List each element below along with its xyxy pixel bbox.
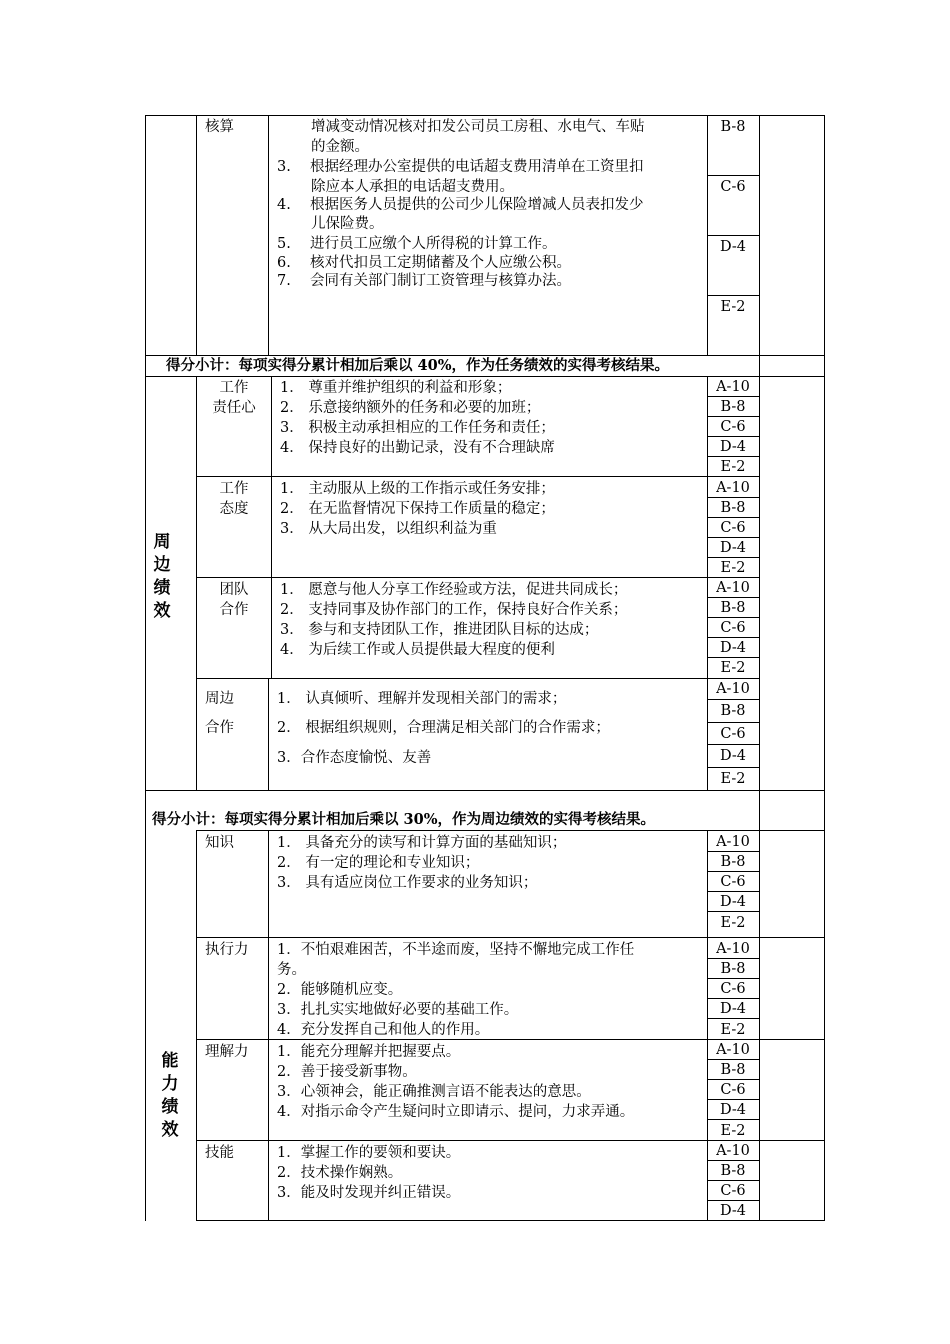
item-line: 2．技术操作娴熟。 [277, 1165, 403, 1181]
grade-cell: B-8 [720, 500, 746, 516]
item-line: 2． 根据组织规则，合理满足相关部门的合作需求； [277, 720, 610, 736]
item-line: 4. 根据医务人员提供的公司少儿保险增减人员表扣发少 [277, 197, 644, 213]
item-line: 3． 积极主动承担相应的工作任务和责任； [280, 420, 555, 436]
table-top-border [145, 115, 825, 116]
item-line: 3．心领神会，能正确推测言语不能表达的意思。 [277, 1084, 591, 1100]
category-label: 知识 [205, 835, 234, 851]
category-label: 团队 [219, 582, 249, 598]
grade-cell: B-8 [720, 854, 746, 870]
category-label: 合作 [219, 602, 249, 618]
task-score-summary: 得分小计：每项实得分累计相加后乘以 40%，作为任务绩效的实得考核结果。 [166, 357, 670, 374]
grade-cell: B-8 [720, 703, 746, 719]
grade-cell: A-10 [716, 834, 750, 850]
item-line: 1．不怕艰难困苦，不半途而废，坚持不懈地完成工作任 [277, 942, 635, 958]
grade-cell: D-4 [719, 748, 747, 764]
item-line: 7. 会同有关部门制订工资管理与核算办法。 [277, 273, 571, 289]
grade-cell: A-10 [716, 480, 750, 496]
grade-cell: E-2 [720, 660, 746, 676]
item-line: 3．扎扎实实地做好必要的基础工作。 [277, 1002, 519, 1018]
grade-cell: A-10 [716, 941, 750, 957]
grade-cell: E-2 [720, 299, 746, 315]
item-line: 1． 尊重并维护组织的利益和形象； [280, 380, 512, 396]
category-label: 责任心 [212, 400, 256, 416]
category-label: 态度 [219, 501, 249, 517]
item-line: 4．充分发挥自己和他人的作用。 [277, 1022, 490, 1038]
item-line: 4．对指示命令产生疑问时立即请示、提问，力求弄通。 [277, 1104, 635, 1120]
item-line: 除应本人承担的电话超支费用。 [311, 179, 514, 195]
item-line: 3． 具有适应岗位工作要求的业务知识； [277, 875, 538, 891]
grade-cell: E-2 [720, 771, 746, 787]
item-line: 5. 进行员工应缴个人所得税的计算工作。 [277, 236, 557, 252]
grade-cell: C-6 [720, 520, 746, 536]
grade-cell: C-6 [720, 179, 746, 195]
table-left-border [145, 115, 146, 1221]
category-label: 执行力 [205, 942, 249, 958]
grade-cell: D-4 [719, 1001, 747, 1017]
grade-cell: C-6 [720, 726, 746, 742]
grade-cell: A-10 [716, 681, 750, 697]
category-label: 合作 [205, 720, 234, 736]
grade-cell: D-4 [719, 1203, 747, 1219]
grade-cell: A-10 [716, 580, 750, 596]
grade-cell: D-4 [719, 894, 747, 910]
category-label: 技能 [205, 1145, 234, 1161]
table-right-border [824, 115, 825, 1221]
grade-cell: E-2 [720, 560, 746, 576]
grade-cell: E-2 [720, 1022, 746, 1038]
item-line: 2． 有一定的理论和专业知识； [277, 855, 480, 871]
grade-cell: A-10 [716, 1143, 750, 1159]
grade-cell: A-10 [716, 1042, 750, 1058]
item-line: 儿保险费。 [311, 216, 384, 232]
item-line: 2．善于接受新事物。 [277, 1064, 417, 1080]
grade-cell: C-6 [720, 620, 746, 636]
grade-cell: B-8 [720, 1062, 746, 1078]
grade-cell: D-4 [719, 439, 747, 455]
peripheral-score-summary: 得分小计：每项实得分累计相加后乘以 30%，作为周边绩效的实得考核结果。 [152, 811, 656, 828]
item-line: 1．能充分理解并把握要点。 [277, 1044, 461, 1060]
item-line: 1． 愿意与他人分享工作经验或方法，促进共同成长； [280, 582, 628, 598]
grade-cell: C-6 [720, 874, 746, 890]
item-line: 3. 根据经理办公室提供的电话超支费用清单在工资里扣 [277, 159, 644, 175]
item-line: 的金额。 [311, 139, 369, 155]
item-line: 4． 保持良好的出勤记录，没有不合理缺席 [280, 440, 555, 456]
grade-cell: D-4 [719, 1102, 747, 1118]
grade-cell: B-8 [720, 961, 746, 977]
grade-cell: C-6 [720, 1082, 746, 1098]
category-label: 核算 [205, 119, 234, 135]
item-line: 1． 主动服从上级的工作指示或任务安排； [280, 481, 555, 497]
grade-cell: B-8 [720, 119, 746, 135]
item-line: 6. 核对代扣员工定期储蓄及个人应缴公积。 [277, 255, 571, 271]
grade-cell: C-6 [720, 1183, 746, 1199]
grade-cell: E-2 [720, 915, 746, 931]
grade-cell: B-8 [720, 600, 746, 616]
grade-cell: D-4 [719, 640, 747, 656]
grade-cell: D-4 [719, 239, 747, 255]
item-line: 2． 在无监督情况下保持工作质量的稳定； [280, 501, 555, 517]
item-line: 3． 从大局出发，以组织利益为重 [280, 521, 497, 537]
grade-cell: B-8 [720, 1163, 746, 1179]
grade-cell: E-2 [720, 1123, 746, 1139]
category-label: 理解力 [205, 1044, 249, 1060]
grade-cell: B-8 [720, 399, 746, 415]
grade-cell: C-6 [720, 981, 746, 997]
category-label: 周边 [205, 691, 234, 707]
item-line: 2． 乐意接纳额外的任务和必要的加班； [280, 400, 541, 416]
grade-cell: C-6 [720, 419, 746, 435]
item-line: 3． 参与和支持团队工作，推进团队目标的达成； [280, 622, 599, 638]
item-line: 增减变动情况核对扣发公司员工房租、水电气、车贴 [311, 119, 645, 135]
item-line: 1． 具备充分的读写和计算方面的基础知识； [277, 835, 567, 851]
item-line: 4． 为后续工作或人员提供最大程度的便利 [280, 642, 555, 658]
item-line: 2． 支持同事及协作部门的工作，保持良好合作关系； [280, 602, 628, 618]
category-label: 工作 [219, 380, 249, 396]
section-title-ability: 能 力 绩 效 [161, 1051, 179, 1140]
grade-cell: D-4 [719, 540, 747, 556]
item-line: 3．能及时发现并纠正错误。 [277, 1185, 461, 1201]
grade-cell: E-2 [720, 459, 746, 475]
item-line: 1．掌握工作的要领和要诀。 [277, 1145, 461, 1161]
item-line: 2．能够随机应变。 [277, 982, 403, 998]
category-label: 工作 [219, 481, 249, 497]
section-title-peripheral: 周 边 绩 效 [153, 532, 171, 621]
item-line: 1． 认真倾听、理解并发现相关部门的需求； [277, 691, 567, 707]
grade-cell: A-10 [716, 379, 750, 395]
item-line: 3．合作态度愉悦、友善 [277, 750, 432, 766]
item-line: 务。 [277, 962, 306, 978]
